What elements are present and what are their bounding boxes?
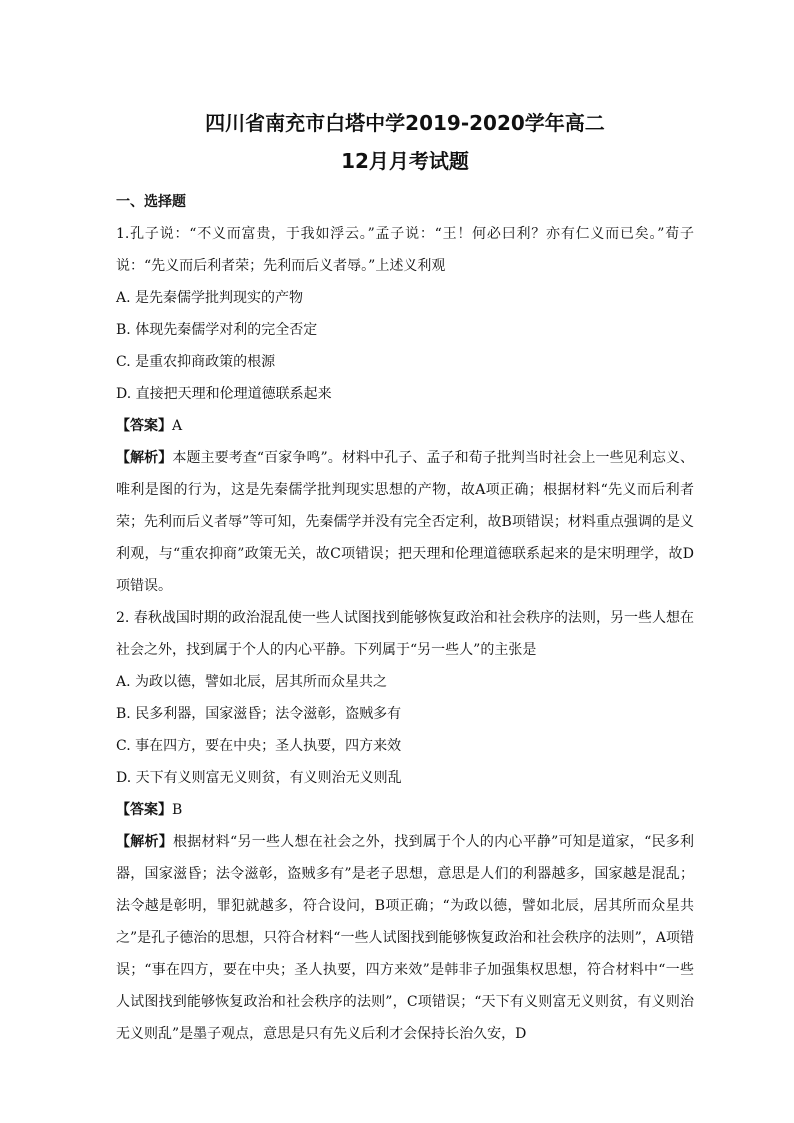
answer-line (116, 410, 694, 442)
answer-line (116, 794, 694, 826)
answer-label: 【答案】 (116, 802, 172, 818)
option-d: D. 天下有义则富无义则贫，有义则治无义则乱 (116, 770, 402, 786)
analysis-label: 【解析】 (116, 834, 174, 850)
answer-label: 【答案】 (116, 418, 172, 434)
analysis-text: 本题主要考查“百家争鸣”。材料中孔子、孟子和荀子批判当时社会上一些见利忘义、唯利是图的行为，这是先秦儒学批判现实思想的产物，故A项正确；根据材料“先义而后利者荣；先利而后义者辱”等可知，先秦儒学并没有完全否定利，故B项错误；材料重点强调的是义利观，与“重农抑商”政策无关，故C项错误；把天理和伦理道德联系起来的是宋明理学，故D项错误。 (116, 450, 695, 594)
option-a: A. 为政以德，譬如北辰，居其所而众星共之 (116, 674, 388, 690)
question-1 (116, 218, 694, 602)
question-stem: 1.孔子说：“不义而富贵，于我如浮云。”孟子说：“王！何必曰利？亦有仁义而已矣。”荀子说：“先义而后利者荣；先利而后义者辱。”上述义利观 (116, 226, 694, 274)
answer-value: B (172, 802, 183, 818)
option-c: C. 是重农抑商政策的根源 (116, 354, 276, 370)
option-a: A. 是先秦儒学批判现实的产物 (116, 290, 304, 306)
page-title: 四川省南充市白塔中学2019-2020学年高二 (205, 111, 605, 135)
option-b: B. 体现先秦儒学对利的完全否定 (116, 322, 318, 338)
option-d: D. 直接把天理和伦理道德联系起来 (116, 386, 332, 402)
option-b: B. 民多利器，国家滋昏；法令滋彰，盗贼多有 (116, 706, 402, 722)
page-subtitle: 12月月考试题 (341, 149, 469, 173)
analysis-label: 【解析】 (116, 450, 173, 466)
section-heading: 一、选择题 (116, 194, 186, 210)
answer-value: A (172, 418, 183, 434)
analysis-line (116, 826, 694, 1050)
question-2 (116, 602, 694, 1050)
analysis-text: 根据材料“另一些人想在社会之外，找到属于个人的内心平静”可知是道家，“民多利器，国家滋昏；法令滋彰，盗贼多有”是老子思想，意思是人们的利器越多，国家越是混乱；法令越是彰明，罪犯就越多，符合设问，B项正确；“为政以德，譬如北辰，居其所而众星共之”是孔子德治的思想，只符合材料“一些人试图找到能够恢复政治和社会秩序的法则”，A项错误；“事在四方，要在中央；圣人执要，四方来效”是韩非子加强集权思想，符合材料中“一些人试图找到能够恢复政治和社会秩序的法则”，C项错误；“天下有义则富无义则贫，有义则治无义则乱”是墨子观点，意思是只有先义后利才会保持长治久安，D (116, 834, 694, 1042)
analysis-line (116, 442, 694, 602)
question-stem: 2. 春秋战国时期的政治混乱使一些人试图找到能够恢复政治和社会秩序的法则，另一些人想在社会之外，找到属于个人的内心平静。下列属于“另一些人”的主张是 (116, 610, 694, 658)
option-c: C. 事在四方，要在中央；圣人执要，四方来效 (116, 738, 402, 754)
